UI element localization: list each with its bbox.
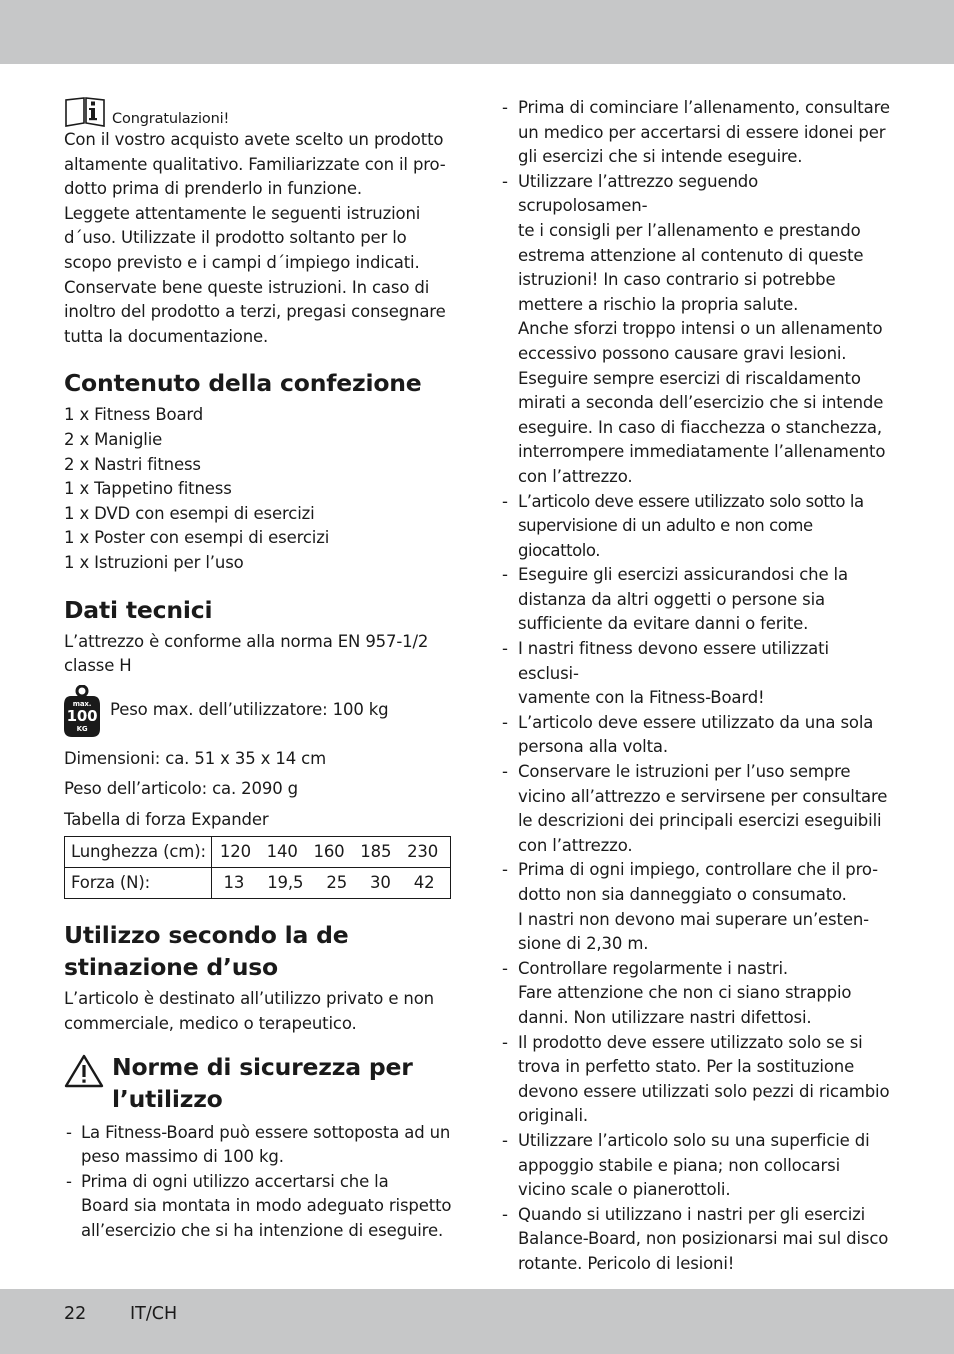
- list-item: - Prima di cominciare l’allenamento, consultare un medico per accertarsi di essere idonei per gli esercizi che si intende eseguire.: [500, 96, 892, 170]
- tech-title: Dati tecnici: [64, 595, 213, 624]
- expander-table: [64, 836, 451, 899]
- list-item: - Utilizzare l’attrezzo seguendo scrupolosamen- te i consigli per l’allenamento e prestando estrema attenzione al contenuto di queste istruzioni! In caso contrario si potrebbe mettere a rischio la propria salute. Anche sforzi troppo intensi o un allenamento eccessivo possono causare gravi lesioni. Eseguire sempre esercizi di riscaldamento mirati a seconda dell’esercizio che si intende eseguire. In caso di fiacchezza o stanchezza, interrompere immediatamente l’allenamento con l’attrezzo.: [500, 170, 892, 490]
- table-title: Tabella di forza Expander: [64, 809, 269, 829]
- dimensions: Dimensioni: ca. 51 x 35 x 14 cm: [64, 748, 327, 768]
- contents-title: Contenuto della confezione: [64, 369, 422, 398]
- list-item: 1 x Fitness Board: [64, 405, 204, 425]
- table-row: Forza (N): 13 19,5 25 30 42: [65, 868, 451, 899]
- list-item: - Quando si utilizzano i nastri per gli esercizi Balance-Board, non posizionarsi mai sul disco rotante. Pericolo di lesioni!: [500, 1203, 892, 1277]
- safety-header: [64, 1051, 454, 1115]
- article-weight: Peso dell’articolo: ca. 2090 g: [64, 779, 298, 799]
- header-band: [0, 0, 954, 64]
- intro-heading: Congratulazioni!: [112, 111, 230, 127]
- safety-list-left: [64, 1121, 454, 1244]
- weight-icon: [64, 685, 100, 737]
- page-number: 22: [64, 1304, 87, 1324]
- list-item: - L’articolo deve essere utilizzato solo sotto la supervisione di un adulto e non come giocattolo.: [500, 490, 892, 564]
- svg-text:max.: max.: [72, 699, 92, 708]
- warning-icon: [64, 1053, 104, 1089]
- list-item: 1 x Poster con esempi di esercizi: [64, 528, 330, 548]
- safety-title: Norme di sicurezza per l’utilizzo: [112, 1052, 413, 1113]
- list-item: - I nastri fitness devono essere utilizzati esclusi- vamente con la Fitness-Board!: [500, 637, 892, 711]
- list-item: - Eseguire gli esercizi assicurandosi che la distanza da altri oggetti o persone sia sufficiente da evitare danni o ferite.: [500, 563, 892, 637]
- list-item: 2 x Nastri fitness: [64, 454, 201, 474]
- right-column: [500, 96, 892, 1277]
- table-row: Lunghezza (cm): 120 140 160 185 230: [65, 837, 451, 868]
- row-label: Lunghezza (cm):: [65, 837, 212, 868]
- list-item: - Il prodotto deve essere utilizzato solo se si trova in perfetto stato. Per la sostituzione devono essere utilizzati solo pezzi di ricambio originali.: [500, 1031, 892, 1129]
- svg-text:KG: KG: [76, 724, 88, 733]
- list-item: 1 x Istruzioni per l’uso: [64, 552, 244, 572]
- list-item: - Prima di ogni utilizzo accertarsi che la Board sia montata in modo adeguato rispetto all’esercizio che si ha intenzione di eseguire.: [64, 1170, 454, 1244]
- list-item: - Conservare le istruzioni per l’uso sempre vicino all’attrezzo e servirsene per consultare le descrizioni dei principali esercizi eseguibili con l’attrezzo.: [500, 760, 892, 858]
- contents-list: [64, 403, 454, 575]
- svg-text:100: 100: [66, 706, 98, 725]
- list-item: - L’articolo deve essere utilizzato da una sola persona alla volta.: [500, 711, 892, 760]
- max-weight-text: Peso max. dell’utilizzatore: 100 kg: [110, 700, 389, 720]
- safety-list-right: [500, 96, 892, 1277]
- list-item: - Controllare regolarmente i nastri. Fare attenzione che non ci siano strappio danni. Non utilizzare nastri difettosi.: [500, 957, 892, 1031]
- list-item: - Prima di ogni impiego, controllare che il pro- dotto non sia danneggiato o consumato. I nastri non devono mai superare un’esten- sione di 2,30 m.: [500, 858, 892, 956]
- row-label: Forza (N):: [65, 868, 212, 899]
- left-column: Congratulazioni! Con il vostro acquisto avete scelto un prodotto altamente qualitativo. Familiarizzate con il pro- dotto prima di prenderlo in funzione. Leggete attentamente le seguenti istruzioni d´uso. Utilizzate il prodotto soltanto per lo scopo previsto e i campi d´impiego indicati. Conservate bene queste istruzioni. In caso di inoltro del prodotto a terzi, pregasi consegnare tutta la documentazione. Contenuto della confezione 1 x Fitness Board 2 x Maniglie 2 x Nastri fitness 1 x Tappetino fitness 1 x DVD con esempi di esercizi 1 x Poster con esempi di esercizi 1 x Istruzioni per l’uso Dati tecnici L’attrezzo è conforme alla norma EN 957-1/2 classe H max. 100 KG Peso max. dell’utilizzatore: 100 kg Dimensioni: ca. 51 x 35 x 14 cm Peso dell’articolo: ca. 2090 g Tabella di forza Expander Lunghezza (cm): 120 140 160 185 230 Forza (N): 13 19,5 25 30 42 Utilizzo secondo la de stinazione d’uso L’articolo è destinato all’utilizzo privato e non commerciale, medico o terapeutico. Norme di sicurezza per l’utilizzo - La Fitness-Board può essere sottoposta ad un peso massimo di 100 kg. - Prima di ogni utilizzo accertarsi che la Board sia montata in modo adeguato rispetto all’esercizio che si ha intenzione di eseguire.: [64, 96, 454, 1244]
- list-item: 1 x DVD con esempi di esercizi: [64, 503, 315, 523]
- list-item: - La Fitness-Board può essere sottoposta ad un peso massimo di 100 kg.: [64, 1121, 454, 1170]
- usage-title: Utilizzo secondo la de stinazione d’uso: [64, 921, 349, 982]
- intro-text: Con il vostro acquisto avete scelto un prodotto altamente qualitativo. Familiarizzate con il pro- dotto prima di prenderlo in funzione. Leggete attentamente le seguenti istruzioni d´uso. Utilizzate il prodotto soltanto per lo scopo previsto e i campi d´impiego indicati. Conservate bene queste istruzioni. In caso di inoltro del prodotto a terzi, pregasi consegnare tutta la documentazione.: [64, 130, 446, 346]
- list-item: 1 x Tappetino fitness: [64, 479, 232, 499]
- list-item: - Utilizzare l’articolo solo su una superficie di appoggio stabile e piana; non collocarsi vicino scale o pianerottoli.: [500, 1129, 892, 1203]
- info-book-icon: [64, 96, 106, 128]
- intro-header: [64, 96, 454, 128]
- list-item: 2 x Maniglie: [64, 429, 163, 449]
- locale-label: IT/CH: [130, 1304, 178, 1324]
- max-weight-row: [64, 685, 454, 737]
